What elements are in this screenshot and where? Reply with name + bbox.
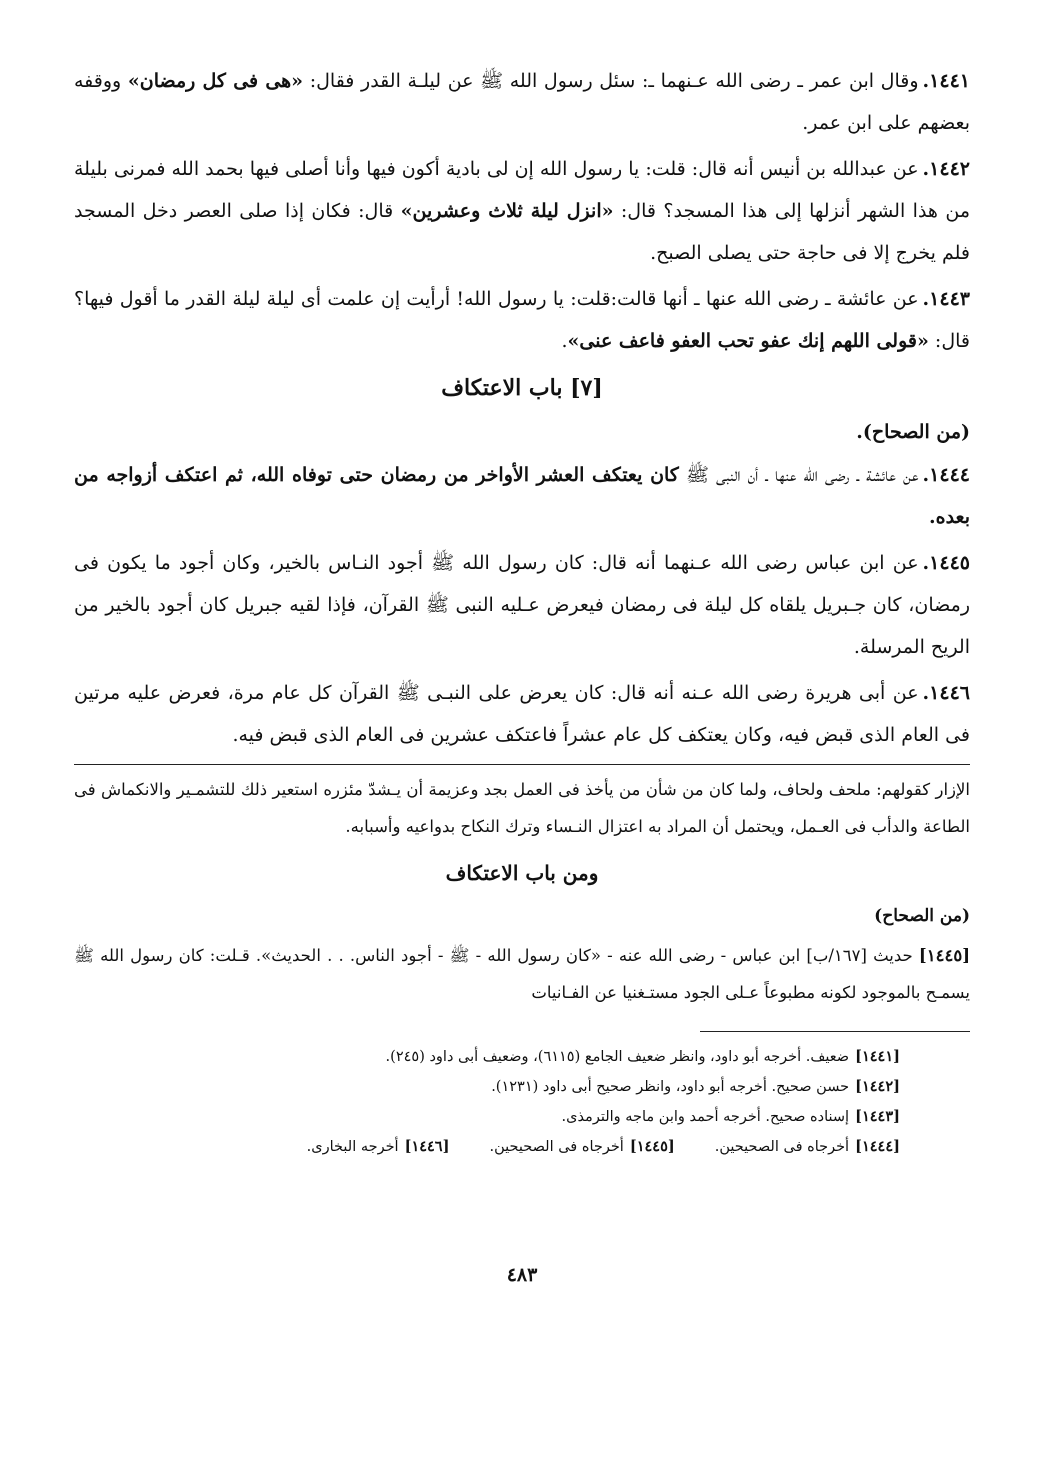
footnote <box>74 1072 970 1102</box>
commentary-heading: ومن باب الاعتكاف <box>445 861 599 885</box>
page-content <box>74 60 970 1162</box>
section-label: (من الصحاح). <box>856 421 970 443</box>
footnote-text: إسناده صحيح. أخرجه أحمد وابن ماجه والترمذى. <box>561 1109 850 1125</box>
footnote-text: أخرجاه فى الصحيحين. <box>489 1139 624 1155</box>
commentary-section-label: (من الصحاح) <box>874 906 970 926</box>
hadith-number: ١٤٤٥. <box>922 552 970 574</box>
page-number: ٤٨٣ <box>506 1264 538 1286</box>
hadith-text: عن ابن عباس رضى الله عـنهما أنه قال: كان رسول الله ﷺ أجود النـاس بالخير، وكان أجود ما يكون فى رمضان، كان جـبريل يلقاه كل ليلة فى رمضان فيعرض عـليه النبى ﷺ القرآن، فإذا لقيه جبريل كان أجود بالخير من الريح المرسلة. <box>74 552 970 658</box>
footnote <box>74 1042 970 1072</box>
commentary-divider <box>74 764 970 765</box>
commentary-paragraph-2 <box>74 937 970 1011</box>
hadith-number: ١٤٤٢. <box>922 158 970 180</box>
footnote-ref: [١٤٤١] <box>855 1048 900 1065</box>
chapter-heading: [٧] باب الاعتكاف <box>441 375 603 401</box>
commentary-paragraph: الإزار كقولهم: ملحف ولحاف، ولما كان من شأن من يأخذ فى العمل بجد وعزيمة أن يـشدّ مئزره استعير ذلك للتشمـير والانكماش فى الطاعة والدأب فى العـمل، ويحتمل أن المراد به اعتزال النـساء وترك النكاح بدواعيه وأسبابه. <box>74 780 970 836</box>
hadith-number: ١٤٤٤. <box>922 464 970 486</box>
hadith-1441 <box>74 60 970 144</box>
footnote-ref: [١٤٤٥] <box>629 1138 675 1155</box>
hadith-text: عن عائشة ـ رضى الله عنها ـ أن النبى ﷺ <box>678 464 919 486</box>
footnote-text: أخرجه البخارى. <box>306 1139 399 1155</box>
footnote <box>489 1132 674 1162</box>
hadith-text: وقال ابن عمر ـ رضى الله عـنهما ـ: سئل رسول الله ﷺ عن ليلـة القدر فقال: <box>303 70 919 92</box>
hadith-text: قال: فكان إذا صلى العصر دخل المسجد فلم يخرج إلا فى حاجة حتى يصلى الصبح. <box>74 200 970 264</box>
hadith-1442 <box>74 148 970 274</box>
hadith-number: ١٤٤١. <box>922 70 970 92</box>
hadith-1446 <box>74 672 970 756</box>
footnote-ref: [١٤٤٤] <box>855 1138 900 1155</box>
footnote-divider <box>700 1031 970 1032</box>
hadith-text: عن عائشة ـ رضى الله عنها ـ أنها قالت:قلت: يا رسول الله! أرأيت إن علمت أى ليلة ليلة القدر ما أقول فيها؟ قال: <box>74 288 970 352</box>
hadith-quote: «قولى اللهم إنك عفو تحب العفو فاعف عنى» <box>567 330 929 352</box>
hadith-number: ١٤٤٣. <box>922 288 970 310</box>
hadith-text: عن أبى هريرة رضى الله عـنه أنه قال: كان يعرض على النبـى ﷺ القرآن كل عام مرة، فعرض عليه مرتين فى العام الذى قبض فيه، وكان يعتكف كل عام عشراً فاعتكف عشرين فى العام الذى قبض فيه. <box>74 682 970 746</box>
footnote-ref: [١٤٤٢] <box>855 1078 900 1095</box>
commentary-text: حديث [١٦٧/ب] ابن عباس - رضى الله عنه - «كان رسول الله - ﷺ - أجود الناس. . . الحديث». قـلت: كان رسول الله ﷺ يسمـح بالموجود لكونه مطبوعاً عـلى الجود مستـغنيا عن الفـانيات <box>74 946 970 1002</box>
footnote-text: أخرجاه فى الصحيحين. <box>714 1139 850 1155</box>
hadith-text: . <box>561 330 568 352</box>
hadith-1445 <box>74 542 970 668</box>
commentary-ref: [١٤٤٥] <box>918 946 970 965</box>
hadith-number: ١٤٤٦. <box>922 682 970 704</box>
footnote-text: حسن صحيح. أخرجه أبو داود، وانظر صحيح أبى داود (١٢٣١). <box>491 1079 850 1095</box>
footnote <box>74 1102 970 1132</box>
hadith-quote: «هى فى كل رمضان» <box>127 70 304 92</box>
footnote <box>715 1132 900 1162</box>
footnote-ref: [١٤٤٦] <box>404 1138 450 1155</box>
footnote-ref: [١٤٤٣] <box>855 1108 900 1125</box>
footnote-row <box>74 1132 970 1162</box>
hadith-quote: كان يعتكف العشر الأواخر من رمضان حتى توفاه الله، ثم اعتكف أزواجه من بعده. <box>74 464 970 528</box>
hadith-quote: «انزل ليلة ثلاث وعشرين» <box>400 200 614 222</box>
hadith-text: عن عبدالله بن أنيس أنه قال: قلت: يا رسول الله إن لى بادية أكون فيها وأنا أصلى فيها بحمد الله فمرنى بليلة من هذا الشهر أنزلها إلى هذا المسجد؟ قال: <box>74 158 970 222</box>
hadith-1443 <box>74 278 970 362</box>
hadith-text: ووقفه بعضهم على ابن عمر. <box>74 70 970 134</box>
footnote-text: ضعيف. أخرجه أبو داود، وانظر ضعيف الجامع (٦١١٥)، وضعيف أبى داود (٢٤٥). <box>385 1049 850 1065</box>
footnote <box>307 1132 450 1162</box>
hadith-1444 <box>74 454 970 538</box>
